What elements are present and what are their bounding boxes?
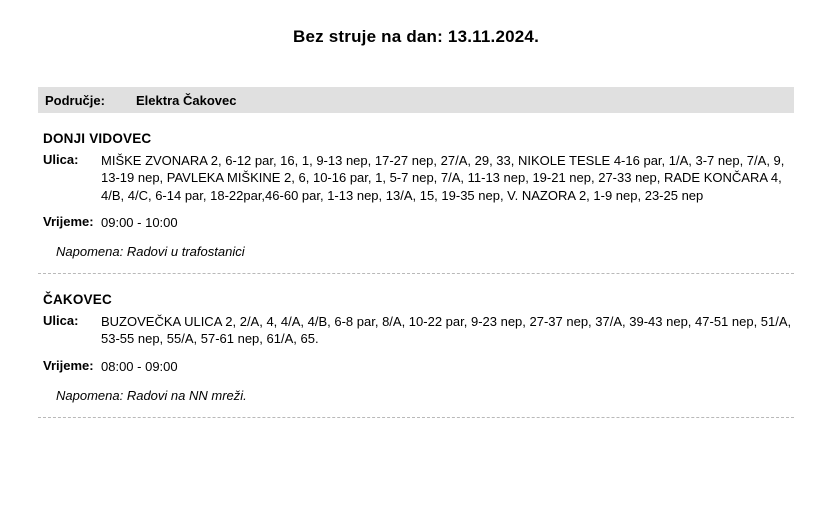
street-row — [43, 152, 794, 204]
area-value: Elektra Čakovec — [136, 92, 237, 108]
place-name: ČAKOVEC — [43, 292, 112, 308]
street-value: BUZOVEČKA ULICA 2, 2/A, 4, 4/A, 4/B, 6-8 par, 8/A, 10-22 par, 9-23 nep, 27-37 nep, 37/A, 39-43 nep, 47-51 nep, 51/A, 53-55 nep, 55/A, 57-61 nep, 61/A, 65. — [101, 314, 792, 347]
document-page — [0, 27, 832, 513]
section-divider — [38, 417, 794, 418]
street-row — [43, 313, 794, 348]
note-text: Napomena: Radovi na NN mreži. — [56, 387, 247, 403]
outage-entry — [38, 274, 794, 403]
time-label: Vrijeme: — [43, 357, 94, 373]
outage-list — [38, 113, 794, 259]
street-label: Ulica: — [43, 313, 79, 329]
area-header-bar — [38, 87, 794, 113]
area-label: Područje: — [45, 92, 105, 108]
time-row — [43, 358, 794, 375]
street-value: MIŠKE ZVONARA 2, 6-12 par, 16, 1, 9-13 nep, 17-27 nep, 27/A, 29, 33, NIKOLE TESLE 4-16 par, 1/A, 3-7 nep, 7/A, 9, 13-19 nep, PAVLEKA MIŠKINE 2, 6, 10-16 par, 1, 5-7 nep, 7/A, 11-13 nep, 19-21 nep, 27-33 nep, RADE KONČARA 4, 4/B, 4/C, 6-14 par, 18-22par,46-60 par, 1-13 nep, 13/A, 15, 19-35 nep, V. NAZORA 2, 1-9 nep, 23-25 nep — [101, 153, 785, 203]
time-value: 08:00 - 09:00 — [101, 358, 178, 374]
note-text: Napomena: Radovi u trafostanici — [56, 244, 245, 260]
time-value: 09:00 - 10:00 — [101, 214, 178, 230]
page-title: Bez struje na dan: 13.11.2024. — [292, 27, 539, 46]
street-label: Ulica: — [43, 152, 79, 167]
time-label: Vrijeme: — [43, 213, 94, 229]
place-name: DONJI VIDOVEC — [43, 131, 152, 146]
outage-list-continued — [38, 274, 794, 403]
time-row — [43, 214, 794, 231]
outage-entry — [38, 113, 794, 259]
